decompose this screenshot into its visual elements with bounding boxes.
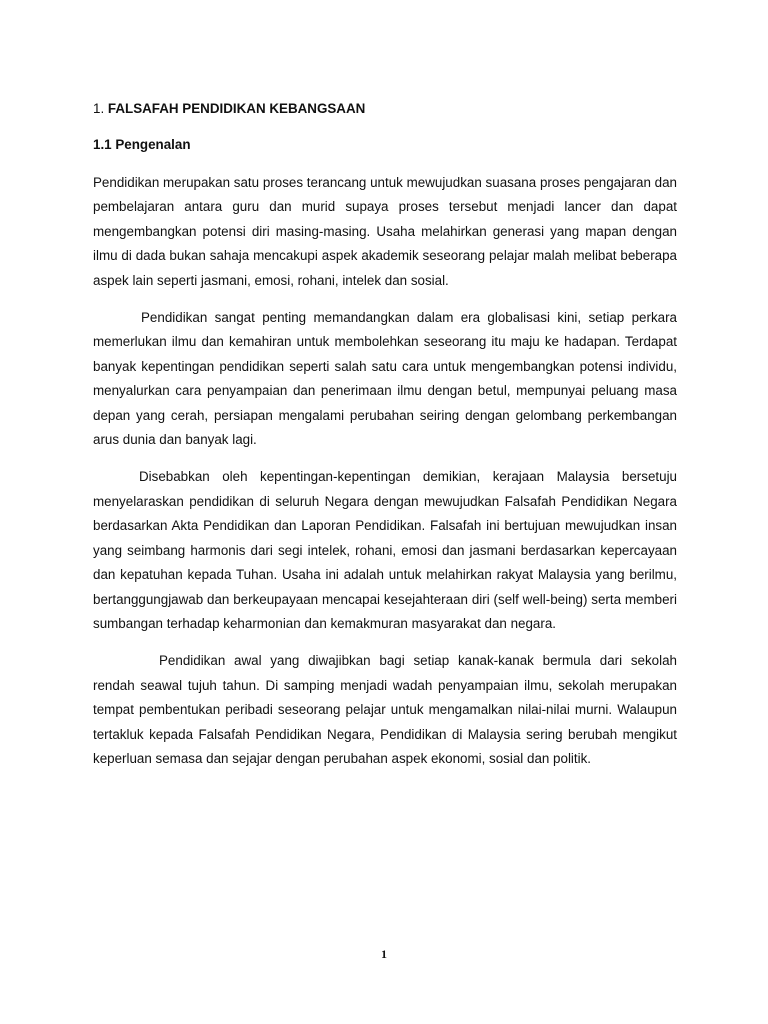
paragraph-4: Pendidikan awal yang diwajibkan bagi setiap kanak-kanak bermula dari sekolah rendah seawal tujuh tahun. Di samping menjadi wadah penyampaian ilmu, sekolah merupakan tempat pembentukan peribadi seseorang pelajar untuk mengamalkan nilai-nilai murni. Walaupun tertakluk kepada Falsafah Pendidikan Negara, Pendidikan di Malaysia sering berubah mengikut keperluan semasa dan sejajar dengan perubahan aspek ekonomi, sosial dan politik. xyxy=(93,653,677,766)
section-heading xyxy=(93,98,677,120)
paragraph-3: Disebabkan oleh kepentingan-kepentingan demikian, kerajaan Malaysia bersetuju menyelaraskan pendidikan di seluruh Negara dengan mewujudkan Falsafah Pendidikan Negara berdasarkan Akta Pendidikan dan Laporan Pendidikan. Falsafah ini bertujuan mewujudkan insan yang seimbang harmonis dari segi intelek, rohani, emosi dan jasmani berdasarkan kepercayaan dan kepatuhan kepada Tuhan. Usaha ini adalah untuk melahirkan rakyat Malaysia yang berilmu, bertanggungjawab dan berkeupayaan mencapai kesejahteraan diri (self well-being) serta memberi sumbangan terhadap keharmonian dan kemakmuran masyarakat dan negara. xyxy=(93,469,677,631)
document-body xyxy=(93,98,677,771)
paragraph-1: Pendidikan merupakan satu proses terancang untuk mewujudkan suasana proses pengajaran dan pembelajaran antara guru dan murid supaya proses tersebut menjadi lancer dan dapat mengembangkan potensi diri masing-masing. Usaha melahirkan generasi yang mapan dengan ilmu di dada bukan sahaja mencakupi aspek akademik seseorang pelajar malah melibat beberapa aspek lain seperti jasmani, emosi, rohani, intelek dan sosial. xyxy=(93,175,677,288)
paragraph-2: Pendidikan sangat penting memandangkan dalam era globalisasi kini, setiap perkara memerlukan ilmu dan kemahiran untuk membolehkan seseorang itu maju ke hadapan. Terdapat banyak kepentingan pendidikan seperti salah satu cara untuk mengembangkan potensi individu, menyalurkan cara penyampaian dan penerimaan ilmu dengan betul, mempunyai peluang masa depan yang cerah, persiapan mengalami perubahan seiring dengan gelombang perkembangan arus dunia dan banyak lagi. xyxy=(93,310,677,448)
page-number: 1 xyxy=(381,947,387,961)
subsection-heading: 1.1 Pengenalan xyxy=(93,137,191,152)
section-title: FALSAFAH PENDIDIKAN KEBANGSAAN xyxy=(107,101,366,116)
section-number: 1. xyxy=(93,101,105,116)
